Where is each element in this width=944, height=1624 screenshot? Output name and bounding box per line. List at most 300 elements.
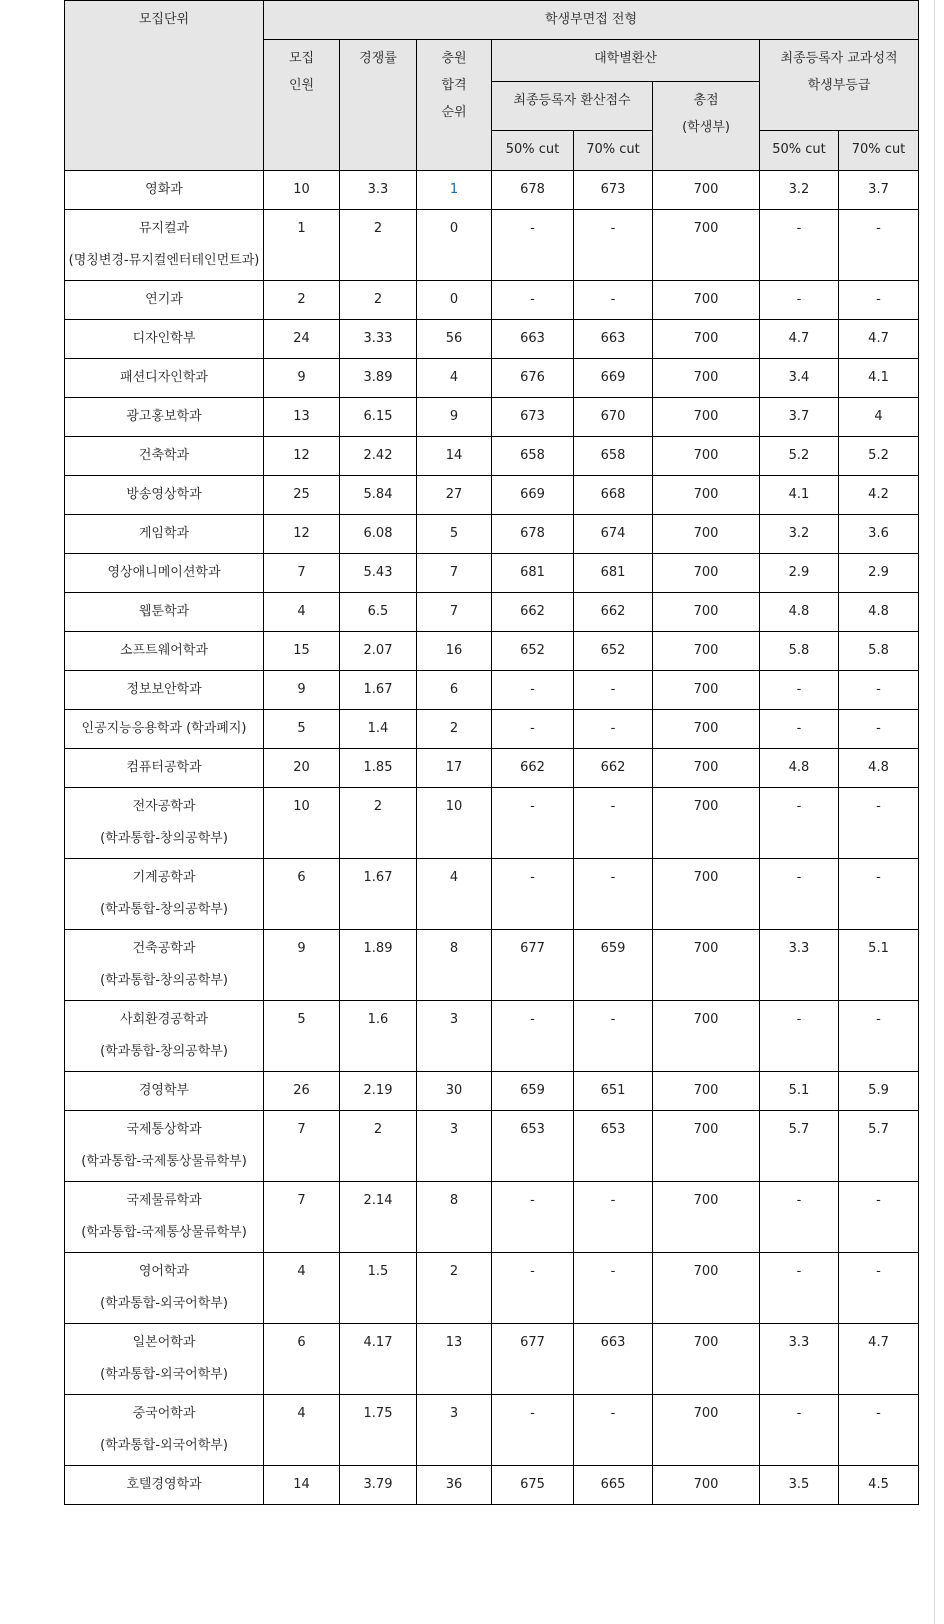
unit-cell: [65, 1182, 264, 1253]
score-50-cut-cell: 677: [492, 1324, 574, 1395]
unit-note: (학과통합-창의공학부): [100, 831, 228, 846]
grade-50-cut-cell: -: [760, 788, 839, 859]
table-row: [65, 930, 919, 1001]
quota-cell: 26: [264, 1072, 340, 1111]
score-50-cut-cell: -: [492, 859, 574, 930]
unit-name: 방송영상학과: [126, 487, 202, 502]
quota-cell: 13: [264, 398, 340, 437]
quota-cell: 24: [264, 320, 340, 359]
unit-cell: [65, 515, 264, 554]
score-70-cut-cell: -: [574, 671, 653, 710]
quota-cell: 2: [264, 281, 340, 320]
score-70-cut-cell: 652: [574, 632, 653, 671]
header-competition: 경쟁률: [340, 40, 417, 171]
score-70-cut-cell: 663: [574, 320, 653, 359]
table-row: [65, 398, 919, 437]
score-50-cut-cell: -: [492, 1001, 574, 1072]
score-50-cut-cell: -: [492, 210, 574, 281]
unit-cell: [65, 788, 264, 859]
competition-cell: 1.85: [340, 749, 417, 788]
waitlist-rank-cell: 27: [417, 476, 492, 515]
table-row: [65, 1253, 919, 1324]
table-row: [65, 671, 919, 710]
unit-name: 웹툰학과: [138, 604, 190, 619]
header-univ-conversion: 대학별환산: [492, 40, 760, 82]
score-70-cut-cell: 653: [574, 1111, 653, 1182]
total-score-cell: 700: [653, 1253, 760, 1324]
grade-50-cut-cell: 4.8: [760, 593, 839, 632]
total-score-cell: 700: [653, 1182, 760, 1253]
unit-cell: [65, 476, 264, 515]
unit-note: (명칭변경-뮤지컬엔터테인먼트과): [68, 253, 260, 268]
table-row: [65, 515, 919, 554]
grade-70-cut-cell: -: [839, 671, 919, 710]
quota-cell: 5: [264, 1001, 340, 1072]
quota-cell: 9: [264, 671, 340, 710]
page-edge-divider: [934, 0, 935, 1624]
competition-cell: 2: [340, 1111, 417, 1182]
waitlist-rank-cell: 2: [417, 1253, 492, 1324]
waitlist-rank-cell: 2: [417, 710, 492, 749]
competition-cell: 1.89: [340, 930, 417, 1001]
unit-name: 디자인학부: [132, 331, 196, 346]
grade-70-cut-cell: 5.9: [839, 1072, 919, 1111]
unit-name: 국제물류학과: [126, 1193, 202, 1208]
unit-name: 컴퓨터공학과: [126, 760, 202, 775]
header-unit: 모집단위: [65, 1, 264, 171]
unit-cell: [65, 281, 264, 320]
total-score-cell: 700: [653, 476, 760, 515]
score-70-cut-cell: -: [574, 1395, 653, 1466]
quota-cell: 7: [264, 1111, 340, 1182]
grade-50-cut-cell: 4.7: [760, 320, 839, 359]
grade-50-cut-cell: 5.8: [760, 632, 839, 671]
grade-70-cut-cell: -: [839, 1001, 919, 1072]
unit-cell: [65, 320, 264, 359]
table-row: [65, 1111, 919, 1182]
score-70-cut-cell: 651: [574, 1072, 653, 1111]
grade-70-cut-cell: 3.6: [839, 515, 919, 554]
grade-50-cut-cell: 3.4: [760, 359, 839, 398]
grade-70-cut-cell: 4.7: [839, 320, 919, 359]
score-70-cut-cell: 681: [574, 554, 653, 593]
grade-50-cut-cell: 3.3: [760, 1324, 839, 1395]
quota-cell: 25: [264, 476, 340, 515]
table-row: [65, 1395, 919, 1466]
score-70-cut-cell: -: [574, 210, 653, 281]
table-row: [65, 632, 919, 671]
grade-70-cut-cell: 3.7: [839, 171, 919, 210]
grade-50-cut-cell: -: [760, 1253, 839, 1324]
competition-cell: 3.3: [340, 171, 417, 210]
score-50-cut-cell: 662: [492, 749, 574, 788]
unit-name: 건축공학과: [132, 941, 196, 956]
unit-note: (학과통합-외국어학부): [100, 1367, 228, 1382]
unit-cell: [65, 1324, 264, 1395]
unit-name: 인공지능응용학과 (학과폐지): [81, 721, 247, 736]
table-row: [65, 476, 919, 515]
waitlist-rank-cell: 16: [417, 632, 492, 671]
competition-cell: 2.14: [340, 1182, 417, 1253]
header-grade-50-cut: 50% cut: [760, 131, 839, 171]
waitlist-rank-cell: 5: [417, 515, 492, 554]
unit-cell: [65, 1072, 264, 1111]
total-score-cell: 700: [653, 437, 760, 476]
waitlist-rank-cell: 4: [417, 359, 492, 398]
unit-cell: [65, 930, 264, 1001]
score-50-cut-cell: 681: [492, 554, 574, 593]
grade-50-cut-cell: 3.7: [760, 398, 839, 437]
table-row: [65, 320, 919, 359]
table-row: [65, 788, 919, 859]
total-score-cell: 700: [653, 632, 760, 671]
quota-cell: 12: [264, 437, 340, 476]
quota-cell: 10: [264, 171, 340, 210]
grade-50-cut-cell: -: [760, 281, 839, 320]
score-50-cut-cell: -: [492, 788, 574, 859]
waitlist-rank-cell: 6: [417, 671, 492, 710]
score-70-cut-cell: -: [574, 859, 653, 930]
total-score-cell: 700: [653, 171, 760, 210]
grade-70-cut-cell: -: [839, 1395, 919, 1466]
grade-50-cut-cell: 4.8: [760, 749, 839, 788]
score-70-cut-cell: -: [574, 1182, 653, 1253]
table-body: [65, 171, 919, 1505]
score-70-cut-cell: 658: [574, 437, 653, 476]
header-score-50-cut: 50% cut: [492, 131, 574, 171]
score-50-cut-cell: 673: [492, 398, 574, 437]
header-total-score: 총점 (학생부): [653, 82, 760, 171]
score-50-cut-cell: 653: [492, 1111, 574, 1182]
grade-50-cut-cell: 5.2: [760, 437, 839, 476]
score-50-cut-cell: 652: [492, 632, 574, 671]
unit-cell: [65, 671, 264, 710]
unit-name: 게임학과: [138, 526, 190, 541]
score-70-cut-cell: 659: [574, 930, 653, 1001]
competition-cell: 6.08: [340, 515, 417, 554]
grade-50-cut-cell: -: [760, 210, 839, 281]
waitlist-rank-cell: 14: [417, 437, 492, 476]
unit-cell: [65, 1466, 264, 1505]
quota-cell: 9: [264, 359, 340, 398]
competition-cell: 2.19: [340, 1072, 417, 1111]
score-70-cut-cell: 668: [574, 476, 653, 515]
unit-note: (학과통합-창의공학부): [100, 1044, 228, 1059]
header-final-grade: 최종등록자 교과성적 학생부등급: [760, 40, 919, 131]
competition-cell: 2: [340, 788, 417, 859]
competition-cell: 1.4: [340, 710, 417, 749]
grade-50-cut-cell: -: [760, 1182, 839, 1253]
unit-cell: [65, 1111, 264, 1182]
table-row: [65, 1072, 919, 1111]
table-row: [65, 593, 919, 632]
score-50-cut-cell: 659: [492, 1072, 574, 1111]
header-quota: 모집 인원: [264, 40, 340, 171]
grade-70-cut-cell: 2.9: [839, 554, 919, 593]
table-row: [65, 749, 919, 788]
score-70-cut-cell: 673: [574, 171, 653, 210]
score-50-cut-cell: -: [492, 1395, 574, 1466]
unit-cell: [65, 749, 264, 788]
unit-name: 영상애니메이션학과: [107, 565, 221, 580]
unit-name: 연기과: [145, 292, 183, 307]
score-70-cut-cell: -: [574, 281, 653, 320]
unit-name: 경영학부: [138, 1083, 190, 1098]
unit-cell: [65, 398, 264, 437]
score-50-cut-cell: -: [492, 671, 574, 710]
header-waitlist-rank: 충원 합격 순위: [417, 40, 492, 171]
waitlist-rank-cell: 9: [417, 398, 492, 437]
score-50-cut-cell: -: [492, 1253, 574, 1324]
competition-cell: 2.07: [340, 632, 417, 671]
competition-cell: 6.5: [340, 593, 417, 632]
competition-cell: 1.67: [340, 671, 417, 710]
total-score-cell: 700: [653, 210, 760, 281]
quota-cell: 5: [264, 710, 340, 749]
waitlist-rank-cell: 56: [417, 320, 492, 359]
grade-50-cut-cell: 3.3: [760, 930, 839, 1001]
waitlist-rank-cell: 0: [417, 281, 492, 320]
grade-50-cut-cell: -: [760, 671, 839, 710]
score-70-cut-cell: 669: [574, 359, 653, 398]
quota-cell: 14: [264, 1466, 340, 1505]
unit-cell: [65, 359, 264, 398]
grade-70-cut-cell: -: [839, 859, 919, 930]
total-score-cell: 700: [653, 1111, 760, 1182]
unit-name: 뮤지컬과: [138, 221, 190, 236]
score-50-cut-cell: 675: [492, 1466, 574, 1505]
waitlist-rank-cell: 7: [417, 554, 492, 593]
unit-name: 영어학과: [138, 1264, 190, 1279]
total-score-cell: 700: [653, 1395, 760, 1466]
grade-50-cut-cell: -: [760, 1001, 839, 1072]
quota-cell: 9: [264, 930, 340, 1001]
grade-50-cut-cell: -: [760, 859, 839, 930]
score-50-cut-cell: -: [492, 1182, 574, 1253]
table-row: [65, 554, 919, 593]
table-header: [65, 1, 919, 171]
total-score-cell: 700: [653, 1001, 760, 1072]
score-50-cut-cell: 662: [492, 593, 574, 632]
total-score-cell: 700: [653, 930, 760, 1001]
quota-cell: 6: [264, 1324, 340, 1395]
score-70-cut-cell: -: [574, 1253, 653, 1324]
total-score-cell: 700: [653, 1466, 760, 1505]
total-score-cell: 700: [653, 788, 760, 859]
unit-name: 광고홍보학과: [126, 409, 202, 424]
unit-cell: [65, 632, 264, 671]
table-row: [65, 1466, 919, 1505]
grade-70-cut-cell: -: [839, 788, 919, 859]
quota-cell: 4: [264, 593, 340, 632]
unit-name: 일본어학과: [132, 1335, 196, 1350]
unit-cell: [65, 1395, 264, 1466]
waitlist-rank-cell: 0: [417, 210, 492, 281]
score-70-cut-cell: 663: [574, 1324, 653, 1395]
unit-name: 정보보안학과: [126, 682, 202, 697]
quota-cell: 12: [264, 515, 340, 554]
grade-50-cut-cell: 5.7: [760, 1111, 839, 1182]
grade-70-cut-cell: -: [839, 281, 919, 320]
total-score-cell: 700: [653, 554, 760, 593]
unit-note: (학과통합-창의공학부): [100, 902, 228, 917]
score-50-cut-cell: 677: [492, 930, 574, 1001]
grade-50-cut-cell: 5.1: [760, 1072, 839, 1111]
unit-name: 기계공학과: [132, 870, 196, 885]
competition-cell: 6.15: [340, 398, 417, 437]
table-row: [65, 210, 919, 281]
grade-50-cut-cell: 3.5: [760, 1466, 839, 1505]
grade-70-cut-cell: 4.5: [839, 1466, 919, 1505]
total-score-cell: 700: [653, 1072, 760, 1111]
unit-name: 국제통상학과: [126, 1122, 202, 1137]
waitlist-rank-cell: 13: [417, 1324, 492, 1395]
unit-note: (학과통합-국제통상물류학부): [81, 1154, 247, 1169]
admission-results-table: [64, 0, 919, 1505]
competition-cell: 1.5: [340, 1253, 417, 1324]
score-70-cut-cell: -: [574, 1001, 653, 1072]
grade-70-cut-cell: 4.8: [839, 749, 919, 788]
unit-name: 영화과: [145, 182, 183, 197]
total-score-cell: 700: [653, 1324, 760, 1395]
unit-note: (학과통합-외국어학부): [100, 1296, 228, 1311]
waitlist-rank-cell: 17: [417, 749, 492, 788]
waitlist-rank-cell: 4: [417, 859, 492, 930]
grade-70-cut-cell: 4: [839, 398, 919, 437]
table-row: [65, 1182, 919, 1253]
unit-note: (학과통합-국제통상물류학부): [81, 1225, 247, 1240]
competition-cell: 1.75: [340, 1395, 417, 1466]
unit-cell: [65, 554, 264, 593]
score-50-cut-cell: -: [492, 281, 574, 320]
grade-50-cut-cell: 2.9: [760, 554, 839, 593]
waitlist-rank-cell: 3: [417, 1111, 492, 1182]
grade-70-cut-cell: -: [839, 210, 919, 281]
unit-cell: [65, 210, 264, 281]
quota-cell: 7: [264, 1182, 340, 1253]
grade-70-cut-cell: -: [839, 710, 919, 749]
quota-cell: 1: [264, 210, 340, 281]
unit-name: 패션디자인학과: [120, 370, 208, 385]
table-row: [65, 1001, 919, 1072]
unit-cell: [65, 593, 264, 632]
total-score-cell: 700: [653, 671, 760, 710]
header-grade-70-cut: 70% cut: [839, 131, 919, 171]
grade-70-cut-cell: 4.8: [839, 593, 919, 632]
competition-cell: 1.67: [340, 859, 417, 930]
score-70-cut-cell: 662: [574, 593, 653, 632]
grade-50-cut-cell: -: [760, 1395, 839, 1466]
grade-70-cut-cell: 5.1: [839, 930, 919, 1001]
unit-cell: [65, 1001, 264, 1072]
table-row: [65, 859, 919, 930]
unit-cell: [65, 171, 264, 210]
competition-cell: 5.43: [340, 554, 417, 593]
competition-cell: 3.89: [340, 359, 417, 398]
waitlist-rank-cell: 3: [417, 1395, 492, 1466]
unit-name: 소프트웨어학과: [120, 643, 208, 658]
grade-70-cut-cell: 4.1: [839, 359, 919, 398]
unit-name: 중국어학과: [132, 1406, 196, 1421]
total-score-cell: 700: [653, 515, 760, 554]
competition-cell: 2: [340, 281, 417, 320]
grade-50-cut-cell: -: [760, 710, 839, 749]
waitlist-rank-cell: 7: [417, 593, 492, 632]
total-score-cell: 700: [653, 710, 760, 749]
waitlist-rank-cell: 8: [417, 930, 492, 1001]
grade-50-cut-cell: 3.2: [760, 515, 839, 554]
competition-cell: 2: [340, 210, 417, 281]
grade-70-cut-cell: 5.7: [839, 1111, 919, 1182]
competition-cell: 2.42: [340, 437, 417, 476]
grade-70-cut-cell: 5.8: [839, 632, 919, 671]
total-score-cell: 700: [653, 320, 760, 359]
unit-name: 사회환경공학과: [120, 1012, 208, 1027]
score-70-cut-cell: -: [574, 710, 653, 749]
score-50-cut-cell: 678: [492, 171, 574, 210]
score-70-cut-cell: 674: [574, 515, 653, 554]
competition-cell: 5.84: [340, 476, 417, 515]
competition-cell: 3.79: [340, 1466, 417, 1505]
grade-70-cut-cell: -: [839, 1253, 919, 1324]
score-50-cut-cell: 678: [492, 515, 574, 554]
waitlist-rank-cell: 3: [417, 1001, 492, 1072]
waitlist-rank-cell: 30: [417, 1072, 492, 1111]
unit-note: (학과통합-창의공학부): [100, 973, 228, 988]
score-50-cut-cell: 663: [492, 320, 574, 359]
total-score-cell: 700: [653, 398, 760, 437]
waitlist-rank-cell: 10: [417, 788, 492, 859]
header-final-conv-score: 최종등록자 환산점수: [492, 82, 653, 131]
unit-name: 전자공학과: [132, 799, 196, 814]
unit-cell: [65, 437, 264, 476]
waitlist-rank-cell: 1: [417, 171, 492, 210]
total-score-cell: 700: [653, 749, 760, 788]
table-row: [65, 281, 919, 320]
grade-70-cut-cell: 4.2: [839, 476, 919, 515]
score-50-cut-cell: 658: [492, 437, 574, 476]
grade-50-cut-cell: 3.2: [760, 171, 839, 210]
table-row: [65, 1324, 919, 1395]
competition-cell: 3.33: [340, 320, 417, 359]
quota-cell: 4: [264, 1395, 340, 1466]
grade-50-cut-cell: 4.1: [760, 476, 839, 515]
unit-name: 호텔경영학과: [126, 1477, 202, 1492]
unit-cell: [65, 859, 264, 930]
table-row: [65, 171, 919, 210]
grade-70-cut-cell: -: [839, 1182, 919, 1253]
score-70-cut-cell: -: [574, 788, 653, 859]
grade-70-cut-cell: 5.2: [839, 437, 919, 476]
score-70-cut-cell: 670: [574, 398, 653, 437]
quota-cell: 6: [264, 859, 340, 930]
unit-name: 건축학과: [138, 448, 190, 463]
score-50-cut-cell: -: [492, 710, 574, 749]
total-score-cell: 700: [653, 359, 760, 398]
grade-70-cut-cell: 4.7: [839, 1324, 919, 1395]
waitlist-rank-cell: 36: [417, 1466, 492, 1505]
score-70-cut-cell: 662: [574, 749, 653, 788]
total-score-cell: 700: [653, 593, 760, 632]
header-track: 학생부면접 전형: [264, 1, 919, 40]
table-row: [65, 710, 919, 749]
quota-cell: 7: [264, 554, 340, 593]
total-score-cell: 700: [653, 859, 760, 930]
waitlist-rank-cell: 8: [417, 1182, 492, 1253]
table-row: [65, 437, 919, 476]
score-70-cut-cell: 665: [574, 1466, 653, 1505]
quota-cell: 15: [264, 632, 340, 671]
